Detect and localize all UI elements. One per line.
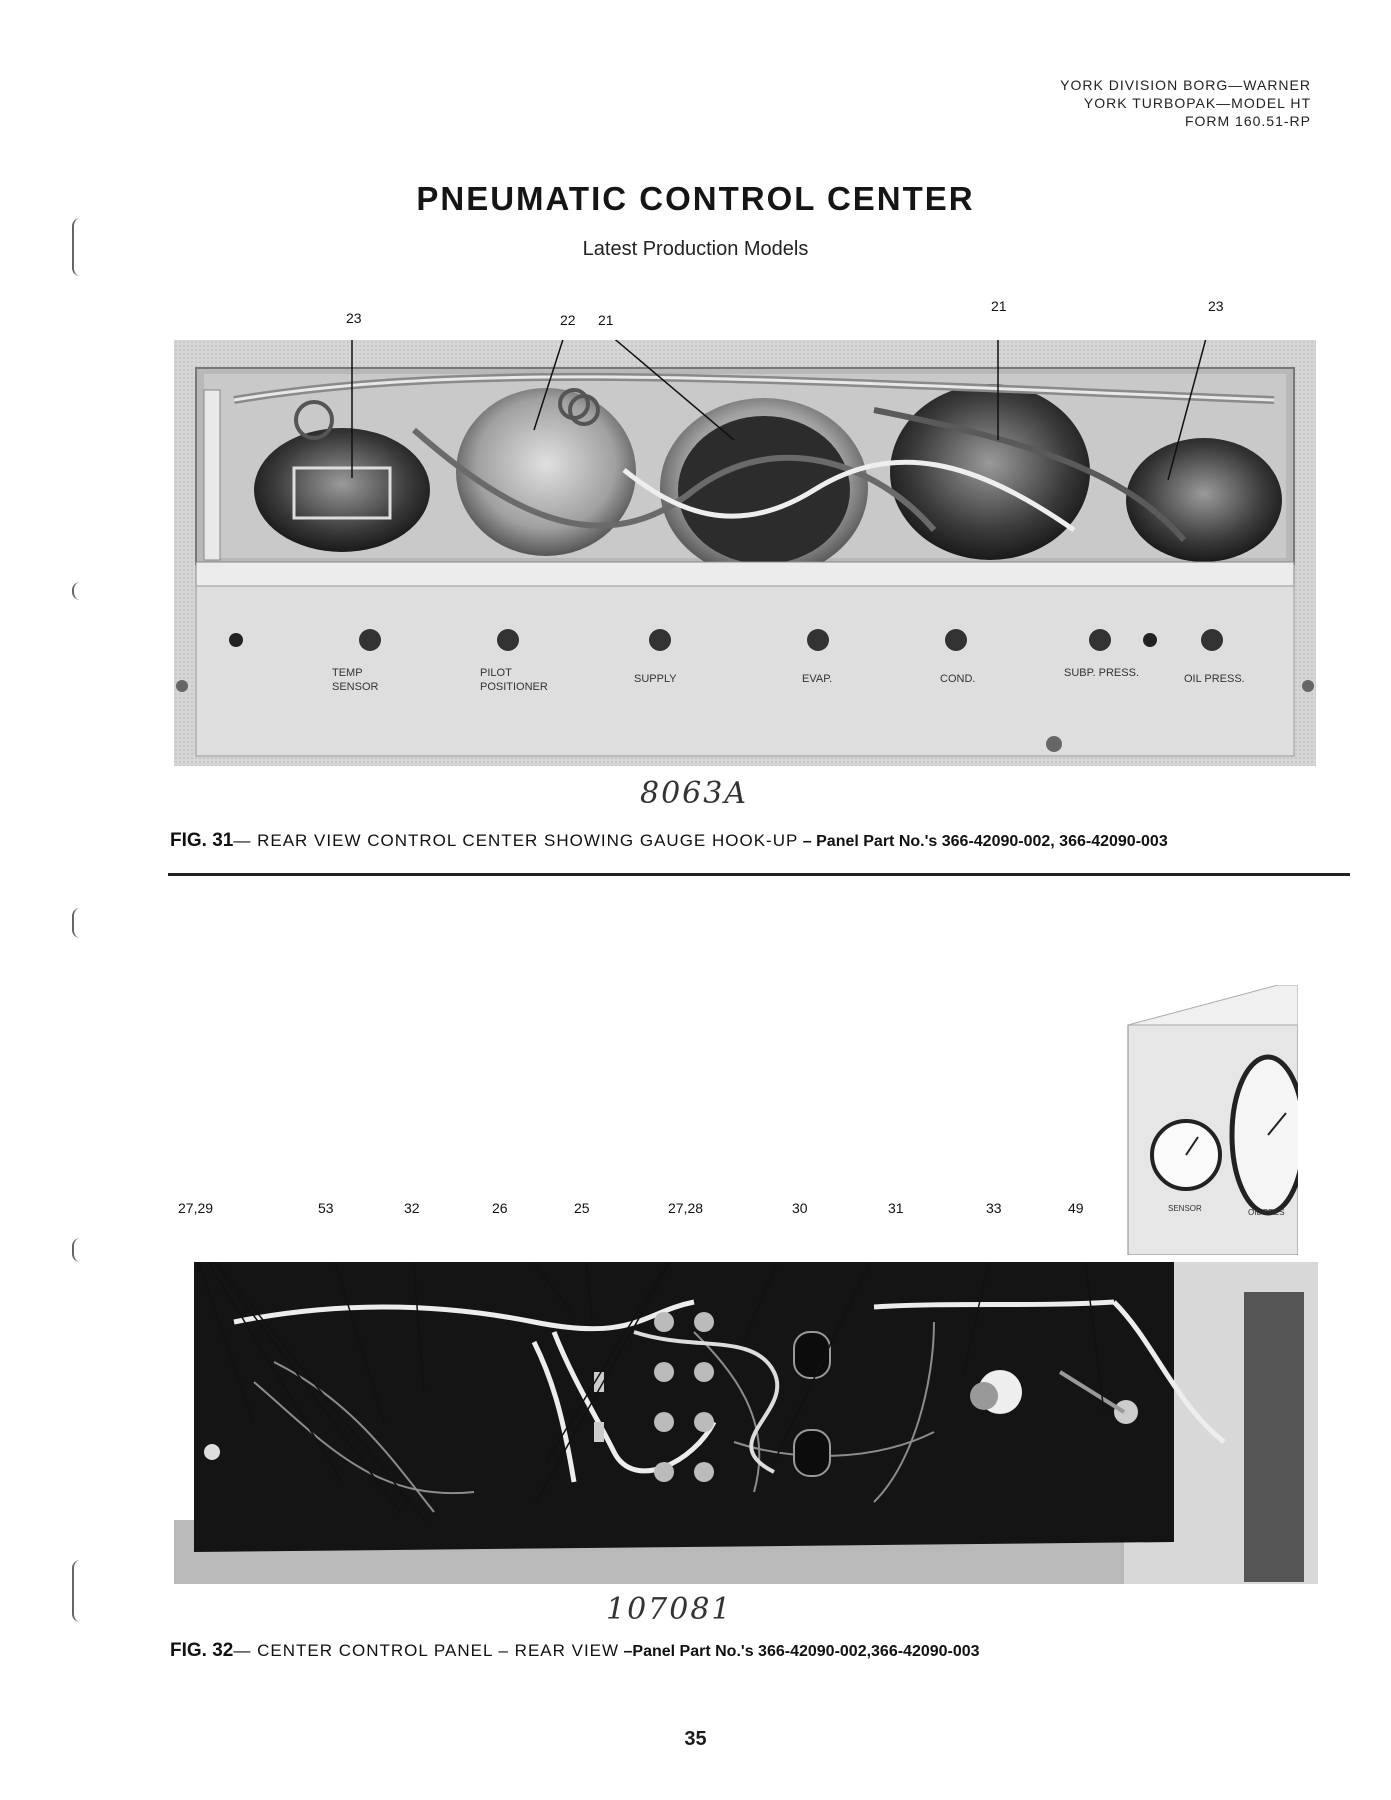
fig31-callout: 21 [598,312,614,328]
header-line-model: YORK TURBOPAK—MODEL HT [1083,95,1311,111]
binder-mark [72,908,90,938]
fig31-caption-text: — REAR VIEW CONTROL CENTER SHOWING GAUGE HOOK-UP [233,831,799,850]
page-subtitle: Latest Production Models [582,238,809,260]
fig31-panel-label: POSITIONER [480,681,548,693]
fig32-photo [174,1262,1318,1584]
header-line-division: YORK DIVISION BORG—WARNER [1060,77,1311,93]
fig31-callout: 22 [560,312,576,328]
fig32-callout: 32 [404,1200,420,1216]
fig32-callout: 33 [986,1200,1002,1216]
binder-mark [72,218,90,276]
fig32-gauge-panel [1118,985,1298,1255]
fig32-callout: 25 [574,1200,590,1216]
fig32-callout: 27,28 [668,1200,704,1216]
fig32-caption-part: –Panel Part No.'s 366-42090-002,366-42090-003 [619,1643,980,1660]
fig31-panel-label: SUBP. PRESS. [1064,667,1139,679]
section-divider [168,873,1350,876]
fig32-callout: 53 [318,1200,334,1216]
fig31-photo [174,340,1316,766]
binder-mark [72,1238,90,1262]
fig31-callout: 23 [346,310,362,326]
fig32-caption-text: — CENTER CONTROL PANEL – REAR VIEW [233,1641,620,1660]
fig32-callout: 27,29 [178,1200,214,1216]
fig32-gauge-label: OIL PRES [1248,1208,1285,1217]
binder-mark [72,582,90,600]
fig31-callout: 21 [991,298,1007,314]
page-title: PNEUMATIC CONTROL CENTER [416,180,975,217]
page-number: 35 [684,1728,707,1750]
fig31-callout: 23 [1208,298,1224,314]
fig31-caption-number: FIG. 31 [170,830,234,851]
fig31-caption-part: – Panel Part No.'s 366-42090-002, 366-42090-003 [798,833,1168,850]
fig32-caption-number: FIG. 32 [170,1640,234,1661]
fig31-illustration [174,340,1316,766]
fig31-panel-label: SENSOR [332,681,379,693]
fig31-panel-label: TEMP [332,667,363,679]
fig31-handwritten-number: 8063A [640,776,749,811]
fig32-gauge-label: SENSOR [1168,1204,1202,1213]
fig31-panel-label: COND. [940,673,976,685]
fig32-caption [170,1640,980,1662]
fig31-panel-label: SUPPLY [634,673,677,685]
fig32-callout: 30 [792,1200,808,1216]
fig32-callout: 49 [1068,1200,1084,1216]
fig31-panel-label: EVAP. [802,673,833,685]
fig31-caption [170,830,1168,852]
document-header [1060,76,1311,130]
fig31-panel-label: PILOT [480,667,512,679]
fig32-callout: 31 [888,1200,904,1216]
fig32-gauge-illustration [1118,985,1298,1255]
header-line-form: FORM 160.51-RP [1184,113,1311,129]
fig32-callout: 26 [492,1200,508,1216]
fig31-panel-label: OIL PRESS. [1184,673,1245,685]
fig32-illustration [174,1262,1318,1584]
binder-mark [72,1560,90,1622]
fig32-handwritten-number: 107081 [606,1592,733,1627]
